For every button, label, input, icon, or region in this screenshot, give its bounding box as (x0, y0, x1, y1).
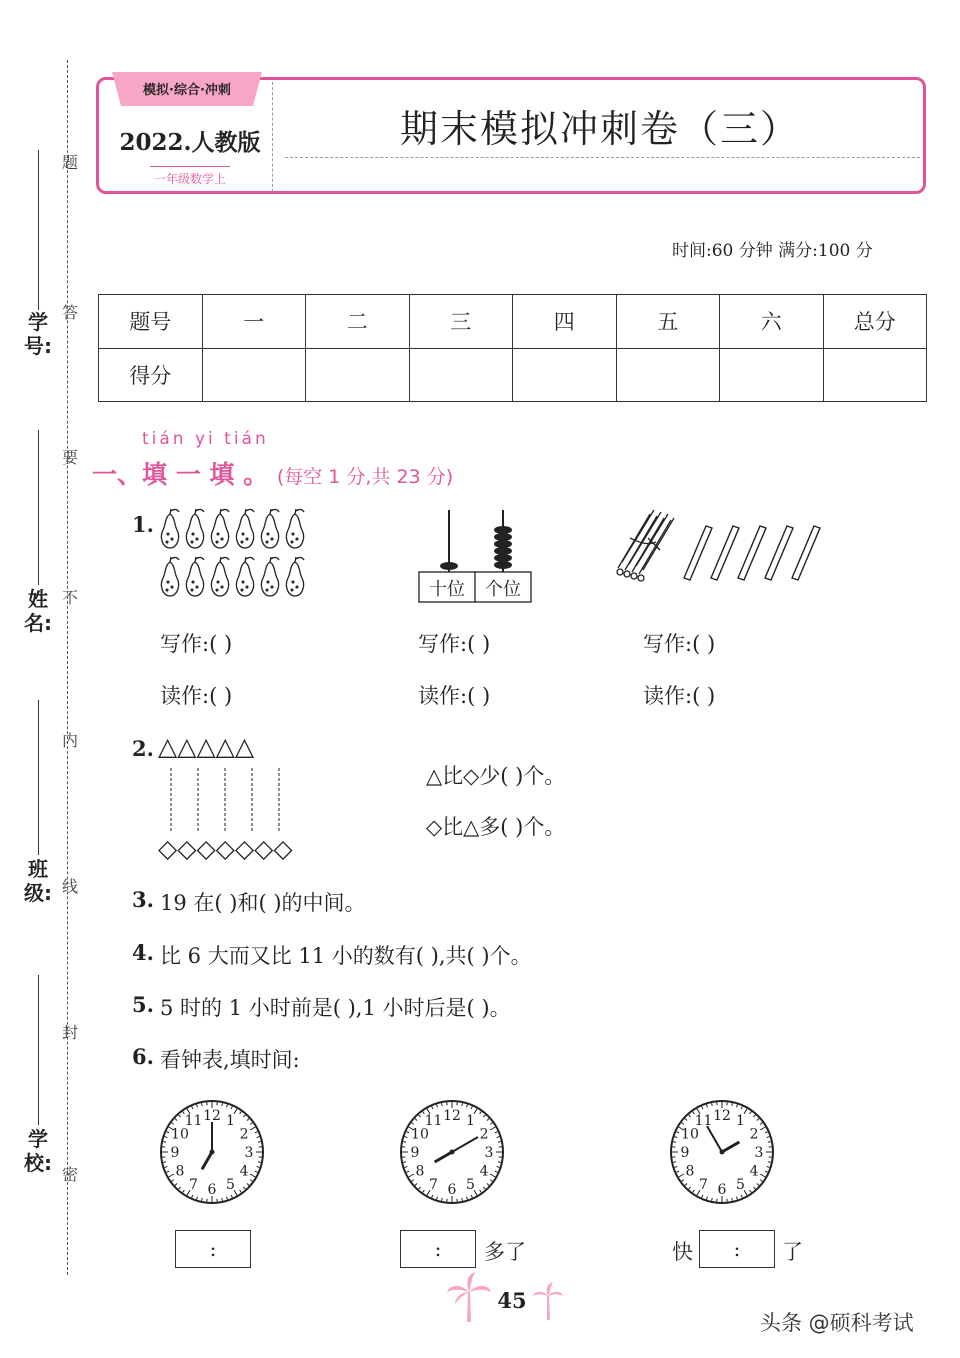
clock-center (450, 1150, 455, 1155)
clock-tick (257, 1167, 260, 1168)
clock-number: 11 (184, 1112, 203, 1129)
clock-tick (437, 1104, 438, 1107)
clock-hour-hand (722, 1142, 739, 1152)
clock-number: 2 (239, 1126, 249, 1143)
clock-tick (490, 1123, 492, 1125)
clock-tick (247, 1119, 249, 1121)
clock-number: 12 (713, 1108, 731, 1124)
clock-tick (712, 1198, 713, 1201)
clock-tick (490, 1127, 495, 1130)
clock-tick (483, 1187, 485, 1189)
clock-tick (258, 1142, 261, 1143)
clock-tick (753, 1115, 755, 1117)
clock-number: 7 (429, 1177, 438, 1194)
clock-tick (197, 1197, 198, 1200)
section-pinyin: tián yi tián (142, 429, 269, 449)
section-title: 一、填 一 填 。 (92, 460, 269, 489)
clock-tick (423, 1190, 425, 1192)
clock-number: 8 (685, 1163, 695, 1180)
clock-tick (403, 1142, 406, 1143)
clock-tick (679, 1174, 684, 1177)
clock-tick (442, 1198, 443, 1201)
read-blank-3[interactable]: 读作:( ) (643, 684, 716, 708)
clock-tick (498, 1162, 501, 1163)
clock-number: 3 (484, 1145, 494, 1161)
clock-tick (419, 1115, 421, 1117)
clock-tick (227, 1104, 228, 1107)
clock-tick (760, 1174, 765, 1177)
name-line (38, 430, 39, 585)
seal-char: 要 (61, 448, 78, 467)
clock-number: 11 (694, 1112, 713, 1129)
clock-tick (673, 1162, 676, 1163)
clock-tick (243, 1115, 245, 1117)
clock-hour-hand (435, 1152, 452, 1162)
seal-char: 线 (61, 877, 78, 896)
clock-tick (674, 1167, 677, 1168)
score-input-cell[interactable] (616, 348, 720, 402)
ones-label: 个位 (485, 579, 521, 600)
pears-icon (158, 508, 313, 603)
read-blank-1[interactable]: 读作:( ) (160, 684, 233, 708)
clock-tick (163, 1162, 166, 1163)
clock-tick (231, 1106, 232, 1109)
clock-tick (432, 1106, 433, 1109)
clock-tick (419, 1187, 421, 1189)
clock-minute-hand (452, 1137, 478, 1152)
score-input-cell[interactable] (202, 348, 306, 402)
seal-char: 内 (61, 731, 78, 750)
clock-number: 4 (479, 1163, 489, 1180)
table-cell: 得分 (99, 348, 203, 402)
q2-line-1[interactable]: △比◇少( )个。 (426, 764, 566, 788)
clock-tick (231, 1195, 232, 1198)
clock-tick (702, 1106, 703, 1109)
clock-number: 6 (207, 1182, 217, 1198)
q5-text[interactable]: 5 时的 1 小时前是( ),1 小时后是( )。 (160, 996, 511, 1020)
clock-tick (166, 1132, 169, 1133)
clock-number: 7 (189, 1177, 198, 1194)
binding-dashed-line (67, 60, 68, 1275)
clock-tick (753, 1187, 755, 1189)
clock-tick (483, 1115, 485, 1117)
clock-tick (202, 1103, 203, 1106)
clock-number: 7 (699, 1177, 708, 1194)
triangles-row: △△△△△ (158, 732, 255, 761)
clock-tick (487, 1119, 489, 1121)
question-number: 6. (132, 1044, 154, 1069)
clock-tick (682, 1123, 684, 1125)
clock-tick (682, 1180, 684, 1182)
school-label: 学校: (24, 1127, 52, 1175)
clock-tick (462, 1103, 463, 1106)
clock-tick (467, 1197, 468, 1200)
clock-number: 9 (410, 1145, 420, 1161)
clock-number: 5 (466, 1177, 475, 1194)
table-cell: 三 (409, 295, 513, 349)
read-blank-2[interactable]: 读作:( ) (418, 684, 491, 708)
clock-number: 1 (226, 1112, 235, 1129)
clock-icon (398, 1098, 506, 1206)
clock-tick (412, 1123, 414, 1125)
clock-tick (222, 1103, 223, 1106)
seal-char: 密 (61, 1165, 78, 1184)
clock-tick (702, 1195, 703, 1198)
clock-tick (257, 1137, 260, 1138)
table-cell: 总分 (823, 295, 927, 349)
header-divider (272, 82, 273, 192)
clock-icon (668, 1098, 776, 1206)
class-label: 班级: (24, 857, 52, 905)
question-number: 3. (132, 887, 154, 912)
clock-number: 5 (226, 1177, 235, 1194)
clock-tick (406, 1171, 409, 1172)
page-number: 45 (497, 1288, 527, 1313)
clock-tick (750, 1190, 752, 1192)
clock-tick (179, 1115, 181, 1117)
clock-tick (192, 1106, 193, 1109)
score-input-cell[interactable] (409, 348, 513, 402)
seal-char: 不 (61, 588, 78, 607)
clock-tick (166, 1171, 169, 1172)
clock-number: 4 (239, 1163, 249, 1180)
clock-number: 9 (170, 1145, 180, 1161)
clock-tick (689, 1115, 691, 1117)
clock-tick (495, 1171, 498, 1172)
score-input-cell[interactable] (823, 348, 927, 402)
clock-tick (415, 1119, 417, 1121)
table-cell: 四 (513, 295, 617, 349)
student-id-line (38, 150, 39, 310)
clock-tick (179, 1187, 181, 1189)
clock-number: 9 (680, 1145, 690, 1161)
seal-char: 答 (61, 303, 78, 322)
clock-number: 12 (443, 1108, 461, 1124)
clock-tick (480, 1112, 482, 1114)
time-info: 时间:60 分钟 满分:100 分 (672, 241, 873, 261)
clock-number: 8 (175, 1163, 185, 1180)
clock-tick (768, 1142, 771, 1143)
clock-tick (674, 1137, 677, 1138)
clock-tick (676, 1171, 679, 1172)
clock-tick (480, 1190, 482, 1192)
clock-tick (175, 1183, 177, 1185)
clock-tick (412, 1180, 414, 1182)
q4-text[interactable]: 比 6 大而又比 11 小的数有( ),共( )个。 (160, 944, 532, 968)
clock-tick (406, 1132, 409, 1133)
clock-number: 1 (736, 1112, 745, 1129)
edition-label: 2022.人教版 (119, 129, 261, 156)
clock-tick (732, 1103, 733, 1106)
clock-tick (222, 1198, 223, 1201)
clock-tick (760, 1127, 765, 1130)
q3-text[interactable]: 19 在( )和( )的中间。 (160, 891, 366, 915)
table-cell: 一 (202, 295, 306, 349)
clock-minute-hand (707, 1126, 722, 1152)
q6-suffix-2: 多了 (484, 1240, 526, 1264)
clock-tick (243, 1187, 245, 1189)
clock-tick (707, 1104, 708, 1107)
clock-number: 8 (415, 1163, 425, 1180)
clock-tick (471, 1106, 472, 1109)
table-row (99, 295, 927, 349)
sticks-bundle-icon (612, 508, 822, 588)
clock-tick (255, 1171, 258, 1172)
clock-tick (471, 1195, 472, 1198)
clock-tick (164, 1167, 167, 1168)
clock-tick (495, 1132, 498, 1133)
watermark: 头条 @硕科考试 (760, 1311, 914, 1335)
write-blank-2[interactable]: 写作:( ) (418, 632, 491, 656)
clock-tick (197, 1104, 198, 1107)
clock-tick (250, 1174, 255, 1177)
clock-tick (437, 1197, 438, 1200)
score-input-cell[interactable] (306, 348, 410, 402)
clock-number: 4 (749, 1163, 759, 1180)
clock-tick (676, 1132, 679, 1133)
clock-tick (750, 1112, 752, 1114)
score-table (98, 294, 927, 402)
q6-text: 看钟表,填时间: (160, 1048, 300, 1072)
clock-tick (250, 1127, 255, 1130)
seal-char: 题 (61, 153, 78, 172)
clock-tick (164, 1137, 167, 1138)
clock-tick (707, 1197, 708, 1200)
q6-prefix-3: 快 (672, 1240, 693, 1264)
clock-number: 2 (479, 1126, 489, 1143)
score-input-cell[interactable] (513, 348, 617, 402)
question-number: 1. (132, 512, 154, 537)
clock-tick (192, 1195, 193, 1198)
clock-tick (227, 1197, 228, 1200)
clock-tick (183, 1190, 185, 1192)
clock-tick (712, 1103, 713, 1106)
clock-tick (767, 1167, 770, 1168)
write-blank-1[interactable]: 写作:( ) (160, 632, 233, 656)
clock-tick (163, 1142, 166, 1143)
badge-text: 模拟·综合·冲刺 (143, 83, 231, 98)
grade-divider (150, 166, 230, 167)
section-heading (92, 455, 453, 491)
clock-tick (247, 1183, 249, 1185)
clock-tick (409, 1174, 414, 1177)
class-line (38, 700, 39, 855)
clock-tick (240, 1112, 242, 1114)
clock-tick (250, 1123, 252, 1125)
clock-number: 12 (203, 1108, 221, 1124)
clock-tick (765, 1132, 768, 1133)
clock-tick (765, 1171, 768, 1172)
clock-tick (685, 1119, 687, 1121)
clock-tick (490, 1180, 492, 1182)
clock-number: 10 (411, 1126, 429, 1143)
question-number: 4. (132, 940, 154, 965)
diamonds-row: ◇◇◇◇◇◇◇ (158, 834, 293, 863)
clock-tick (768, 1162, 771, 1163)
matching-lines (158, 766, 298, 836)
clock-tick (442, 1103, 443, 1106)
clock-number: 11 (424, 1112, 443, 1129)
clock-tick (404, 1167, 407, 1168)
clock-tick (258, 1162, 261, 1163)
clock-number: 10 (681, 1126, 699, 1143)
clock-number: 5 (736, 1177, 745, 1194)
clock-tick (689, 1187, 691, 1189)
score-input-cell[interactable] (720, 348, 824, 402)
school-line (38, 975, 39, 1125)
clock-tick (403, 1162, 406, 1163)
title-underline (285, 157, 920, 158)
clock-center (210, 1150, 215, 1155)
clock-tick (255, 1132, 258, 1133)
clock-tick (202, 1198, 203, 1201)
clock-number: 3 (244, 1145, 254, 1161)
clock-tick (737, 1104, 738, 1107)
clock-tick (467, 1104, 468, 1107)
q2-line-2[interactable]: ◇比△多( )个。 (426, 815, 566, 839)
clock-tick (432, 1195, 433, 1198)
time-answer-box-2[interactable]: : (400, 1230, 476, 1268)
clock-tick (497, 1137, 500, 1138)
clock-tick (732, 1198, 733, 1201)
clock-tick (737, 1197, 738, 1200)
clock-tick (767, 1137, 770, 1138)
tens-label: 十位 (429, 579, 465, 600)
time-answer-box-3[interactable]: : (699, 1230, 775, 1268)
clock-tick (757, 1183, 759, 1185)
clock-number: 6 (447, 1182, 457, 1198)
clock-tick (760, 1180, 762, 1182)
clock-tick (741, 1195, 742, 1198)
clock-hour-hand (202, 1152, 212, 1169)
write-blank-3[interactable]: 写作:( ) (643, 632, 716, 656)
clock-number: 3 (754, 1145, 764, 1161)
clock-tick (462, 1198, 463, 1201)
table-cell: 题号 (99, 295, 203, 349)
clock-tick (498, 1142, 501, 1143)
seal-char: 封 (61, 1023, 78, 1042)
clock-number: 6 (717, 1182, 727, 1198)
clock-number: 10 (171, 1126, 189, 1143)
student-id-label: 学号: (24, 310, 52, 358)
q6-suffix-3: 了 (782, 1240, 803, 1264)
clock-tick (685, 1183, 687, 1185)
clock-tick (760, 1123, 762, 1125)
clock-tick (415, 1183, 417, 1185)
question-number: 5. (132, 992, 154, 1017)
table-cell: 二 (306, 295, 410, 349)
clock-number: 1 (466, 1112, 475, 1129)
table-row (99, 348, 927, 402)
table-cell: 五 (616, 295, 720, 349)
clock-center (720, 1150, 725, 1155)
clock-icon (158, 1098, 266, 1206)
page-title: 期末模拟冲刺卷（三） (399, 107, 800, 151)
clock-tick (487, 1183, 489, 1185)
clock-tick (250, 1180, 252, 1182)
clock-tick (497, 1167, 500, 1168)
time-answer-box-1[interactable]: : (175, 1230, 251, 1268)
section-note: (每空 1 分,共 23 分) (276, 466, 454, 488)
clock-tick (757, 1119, 759, 1121)
clock-tick (693, 1190, 695, 1192)
name-label: 姓名: (24, 587, 52, 635)
clock-number: 2 (749, 1126, 759, 1143)
clock-tick (172, 1123, 174, 1125)
grade-label: 一年级数学上 (153, 172, 226, 186)
clock-tick (404, 1137, 407, 1138)
clock-tick (741, 1106, 742, 1109)
clock-tick (169, 1174, 174, 1177)
clock-tick (673, 1142, 676, 1143)
clock-tick (490, 1174, 495, 1177)
clock-tick (172, 1180, 174, 1182)
clock-tick (175, 1119, 177, 1121)
table-cell: 六 (720, 295, 824, 349)
question-number: 2. (132, 736, 154, 761)
clock-tick (240, 1190, 242, 1192)
